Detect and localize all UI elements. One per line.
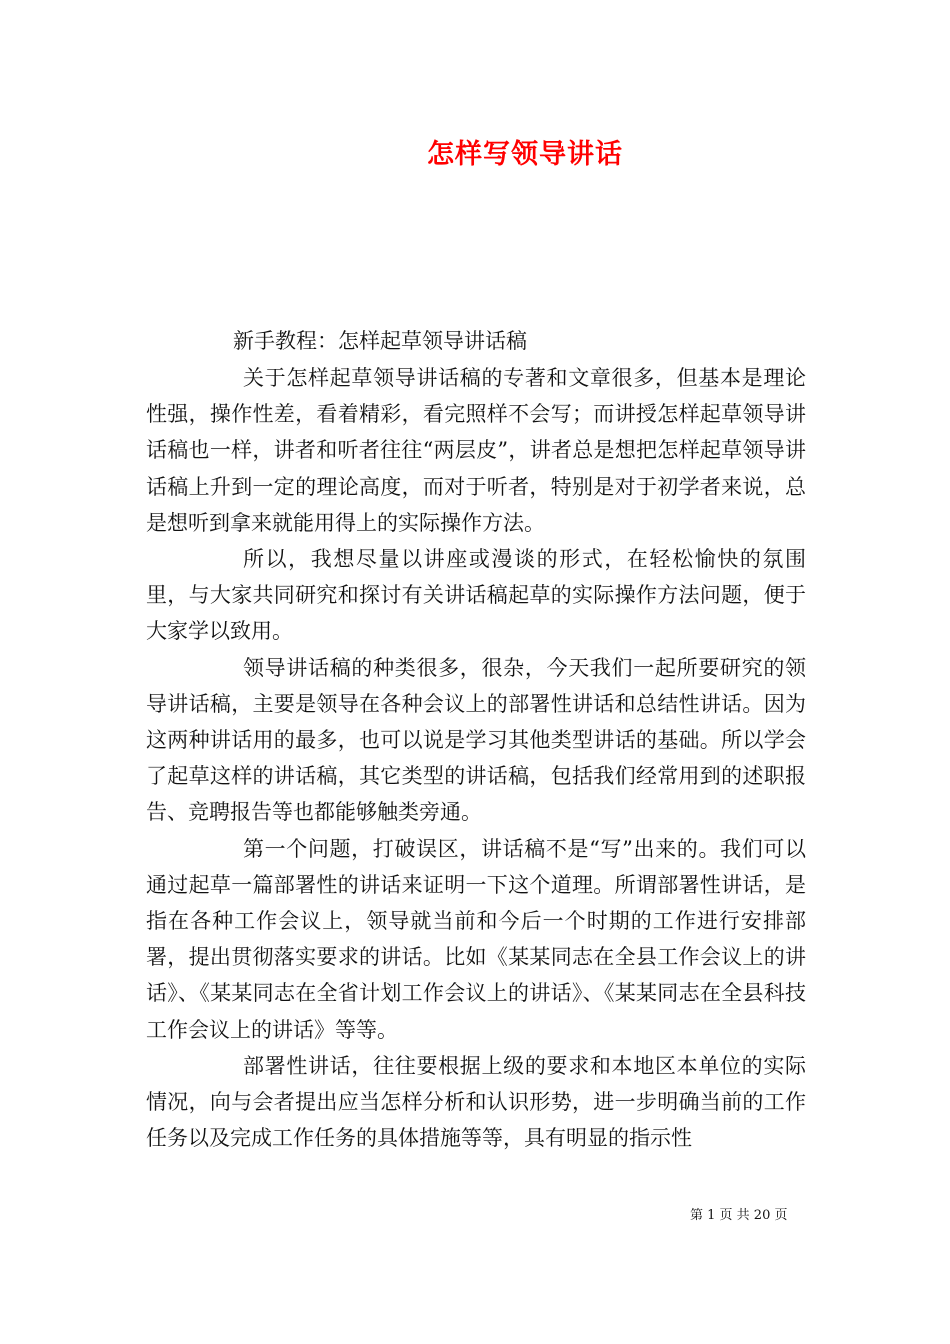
- page-number-footer: 第 1 页 共 20 页: [690, 1208, 788, 1223]
- paragraph-1: 关于怎样起草领导讲话稿的专著和文章很多，但基本是理论性强，操作性差，看着精彩，看完照样不会写；而讲授怎样起草领导讲话稿也一样，讲者和听者往往“两层皮”，讲者总是想把怎样起草领导讲话稿上升到一定的理论高度，而对于听者，特别是对于初学者来说，总是想听到拿来就能用得上的实际操作方法。: [146, 366, 806, 535]
- paragraph-5: 部署性讲话，往往要根据上级的要求和本地区本单位的实际情况，向与会者提出应当怎样分析和认识形势，进一步明确当前的工作任务以及完成工作任务的具体措施等等，具有明显的指示性: [146, 1053, 806, 1151]
- document-subtitle: 新手教程：怎样起草领导讲话稿: [233, 329, 527, 353]
- paragraph-3: 领导讲话稿的种类很多，很杂，今天我们一起所要研究的领导讲话稿，主要是领导在各种会议上的部署性讲话和总结性讲话。因为这两种讲话用的最多，也可以说是学习其他类型讲话的基础。所以学会了起草这样的讲话稿，其它类型的讲话稿，包括我们经常用到的述职报告、竞聘报告等也都能够触类旁通。: [146, 655, 806, 825]
- paragraph-2: 所以，我想尽量以讲座或漫谈的形式，在轻松愉快的氛围里，与大家共同研究和探讨有关讲话稿起草的实际操作方法问题，便于大家学以致用。: [146, 547, 806, 644]
- document-body: [146, 360, 806, 1156]
- paragraph-4: 第一个问题，打破误区，讲话稿不是“写”出来的。我们可以通过起草一篇部署性的讲话来证明一下这个道理。所谓部署性讲话，是指在各种工作会议上，领导就当前和今后一个时期的工作进行安排部署，提出贯彻落实要求的讲话。比如《某某同志在全县工作会议上的讲话》、《某某同志在全省计划工作会议上的讲话》、《某某同志在全县科技工作会议上的讲话》等等。: [146, 836, 806, 1042]
- document-title: 怎样写领导讲话: [427, 139, 623, 170]
